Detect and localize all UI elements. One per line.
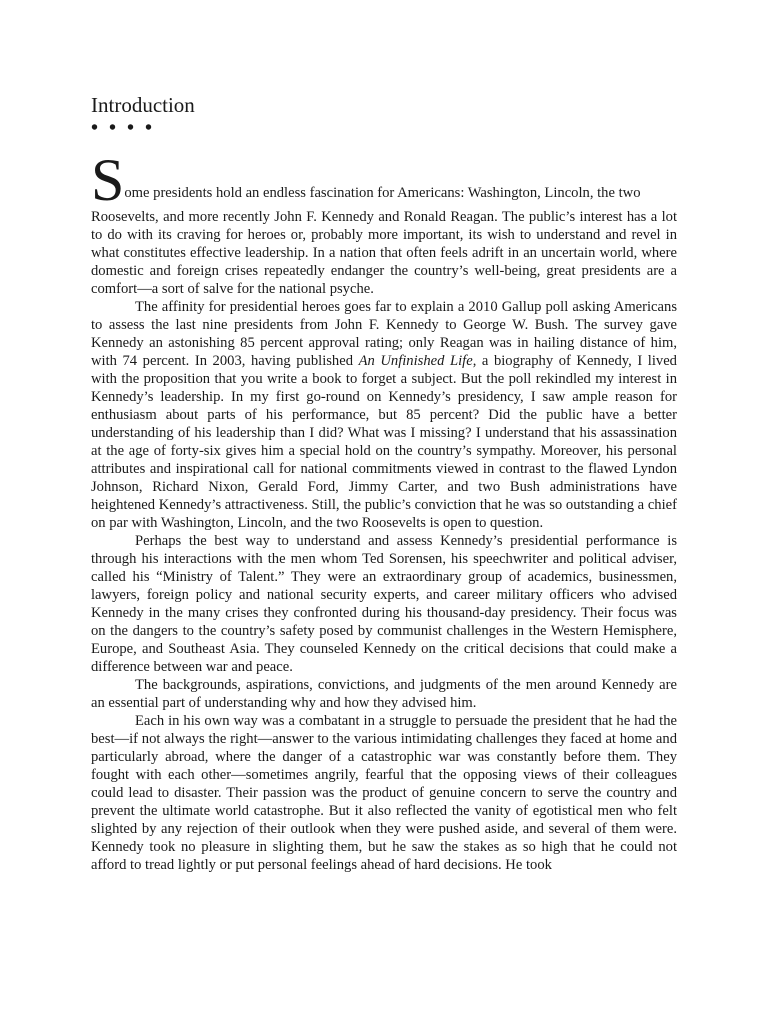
paragraph-2 bbox=[91, 298, 677, 532]
ornament-dots: • • • • bbox=[91, 117, 156, 139]
paragraph-5: Each in his own way was a combatant in a struggle to persuade the president that he had the best—if not always the right—answer to the various intimidating challenges they faced at home and particularly abroad, where the danger of a catastrophic war was constantly before them. They fought with each other—sometimes angrily, fearful that the opposing views of their colleagues could lead to disaster. Their passion was the product of genuine concern to serve the country and prevent the ultimate world catastrophe. But it also reflected the vanity of egotistical men who felt slighted by any rejection of their outlook when they were pushed aside, and several of them were. Kennedy took no pleasure in slighting them, but he saw the stakes as so high that he could not afford to tread lightly or put personal feelings ahead of hard decisions. He took bbox=[91, 713, 677, 873]
paragraph-4: The backgrounds, aspirations, convictions, and judgments of the men around Kennedy are an essential part of understanding why and how they advised him. bbox=[91, 677, 677, 711]
first-line-text: ome presidents hold an endless fascination for Americans: Washington, Lincoln, the two bbox=[124, 185, 641, 201]
paragraph-2-part-2: , a biography of Kennedy, I lived with the proposition that you write a book to forget a subject. But the poll rekindled my interest in Kennedy’s leadership. In my first go-round on Kennedy’s presidency, I saw ample reason for enthusiasm about parts of his performance, but 85 percent? Did the public have a better understanding of his leadership than I did? What was I missing? I understand that his assassination at the age of forty-six gives him a special hold on the country’s sympathy. Moreover, his personal attributes and inspirational call for national commitments viewed in contrast to the flawed Lyndon Johnson, Richard Nixon, Gerald Ford, Jimmy Carter, and two Bush administrations have heightened Kennedy’s attractiveness. Still, the public’s conviction that he was so outstanding a chief on par with Washington, Lincoln, and the two Roosevelts is open to question. bbox=[91, 353, 677, 531]
paragraph-3: Perhaps the best way to understand and assess Kennedy’s presidential performance is through his interactions with the men whom Ted Sorensen, his speechwriter and political adviser, called his “Ministry of Talent.” They were an extraordinary group of academics, businessmen, lawyers, foreign policy and national security experts, and career military officers who advised Kennedy in the many crises they confronted during his thousand-day presidency. Their focus was on the dangers to the country’s safety posed by communist challenges in the Western Hemisphere, Europe, and Southeast Asia. They counseled Kennedy on the critical decisions that could make a difference between war and peace. bbox=[91, 533, 677, 675]
opening-section bbox=[91, 147, 677, 874]
book-title: An Unfinished Life bbox=[358, 353, 473, 369]
chapter-heading: Introduction bbox=[91, 93, 195, 117]
drop-cap: S bbox=[91, 147, 125, 213]
document-page bbox=[91, 92, 677, 874]
paragraph-2-part-1: The affinity for presidential heroes goes far to explain a 2010 Gallup poll asking Americans to assess the last nine presidents from John F. Kennedy to George W. Bush. The survey gave Kennedy an astonishing 85 percent approval rating; only Reagan was in hailing distance of him, with 74 percent. In 2003, having published bbox=[91, 299, 677, 369]
dropcap-line bbox=[91, 147, 677, 213]
paragraph-1: Roosevelts, and more recently John F. Kennedy and Ronald Reagan. The public’s interest has a lot to do with its craving for heroes or, probably more important, its wish to understand and revel in what constitutes effective leadership. In a nation that often feels adrift in an uncertain world, where domestic and foreign crises repeatedly endanger the country’s well-being, great presidents are a comfort—a sort of salve for the national psyche. bbox=[91, 209, 677, 297]
